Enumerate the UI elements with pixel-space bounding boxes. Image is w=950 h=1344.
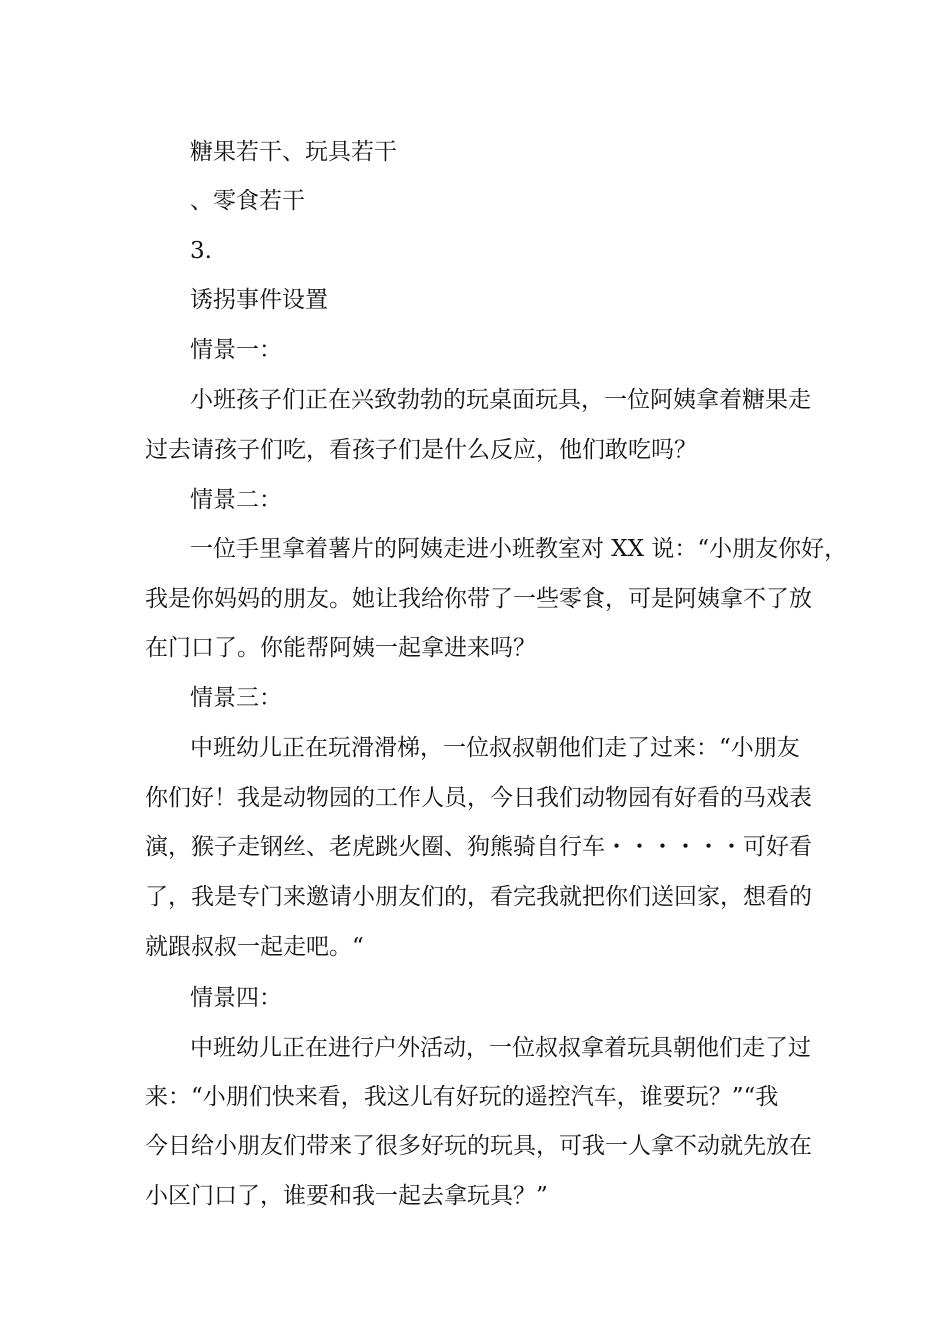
materials-line-2: 、零食若干: [190, 188, 305, 214]
scenario-3-text-line: 你们好！我是动物园的工作人员，今日我们动物园有好看的马戏表: [145, 785, 812, 811]
scenario-3-text-line: 中班幼儿正在玩滑滑梯，一位叔叔朝他们走了过来：“小朋友: [190, 735, 800, 761]
scenario-2-text-line: 我是你妈妈的朋友。她让我给你带了一些零食，可是阿姨拿不了放: [145, 586, 812, 612]
scenario-4-text-line: 中班幼儿正在进行户外活动，一位叔叔拿着玩具朝他们走了过: [190, 1035, 811, 1061]
materials-line-1: 糖果若干、玩具若干: [190, 139, 397, 165]
scenario-4-text-line: 小区门口了，谁要和我一起去拿玩具？”: [145, 1183, 548, 1209]
scenario-4-text-line: 来：“小朋们快来看，我这儿有好玩的遥控汽车，谁要玩？”“我: [145, 1084, 779, 1110]
scenario-4-text-line: 今日给小朋友们带来了很多好玩的玩具，可我一人拿不动就先放在: [145, 1133, 812, 1159]
scenario-2-heading: 情景二：: [190, 487, 282, 513]
scenario-1-heading: 情景一：: [190, 337, 282, 363]
scenario-2-text-line: 一位手里拿着薯片的阿姨走进小班教室对 XX 说：“小朋友你好，: [190, 536, 848, 562]
section-number: 3.: [190, 238, 212, 264]
scenario-4-heading: 情景四：: [190, 985, 282, 1011]
section-heading: 诱拐事件设置: [190, 287, 328, 313]
scenario-1-text-line: 小班孩子们正在兴致勃勃的玩桌面玩具，一位阿姨拿着糖果走: [190, 387, 811, 413]
scenario-3-text-line: 演，猴子走钢丝、老虎跳火圈、狗熊骑自行车・・・・・・可好看: [145, 834, 812, 860]
scenario-3-heading: 情景三：: [190, 685, 282, 711]
scenario-3-text-line: 了，我是专门来邀请小朋友们的，看完我就把你们送回家，想看的: [145, 884, 812, 910]
scenario-3-text-line: 就跟叔叔一起走吧。“: [145, 934, 364, 960]
scenario-2-text-line: 在门口了。你能帮阿姨一起拿进来吗？: [145, 635, 536, 661]
scenario-1-text-line: 过去请孩子们吃，看孩子们是什么反应，他们敢吃吗？: [145, 437, 697, 463]
